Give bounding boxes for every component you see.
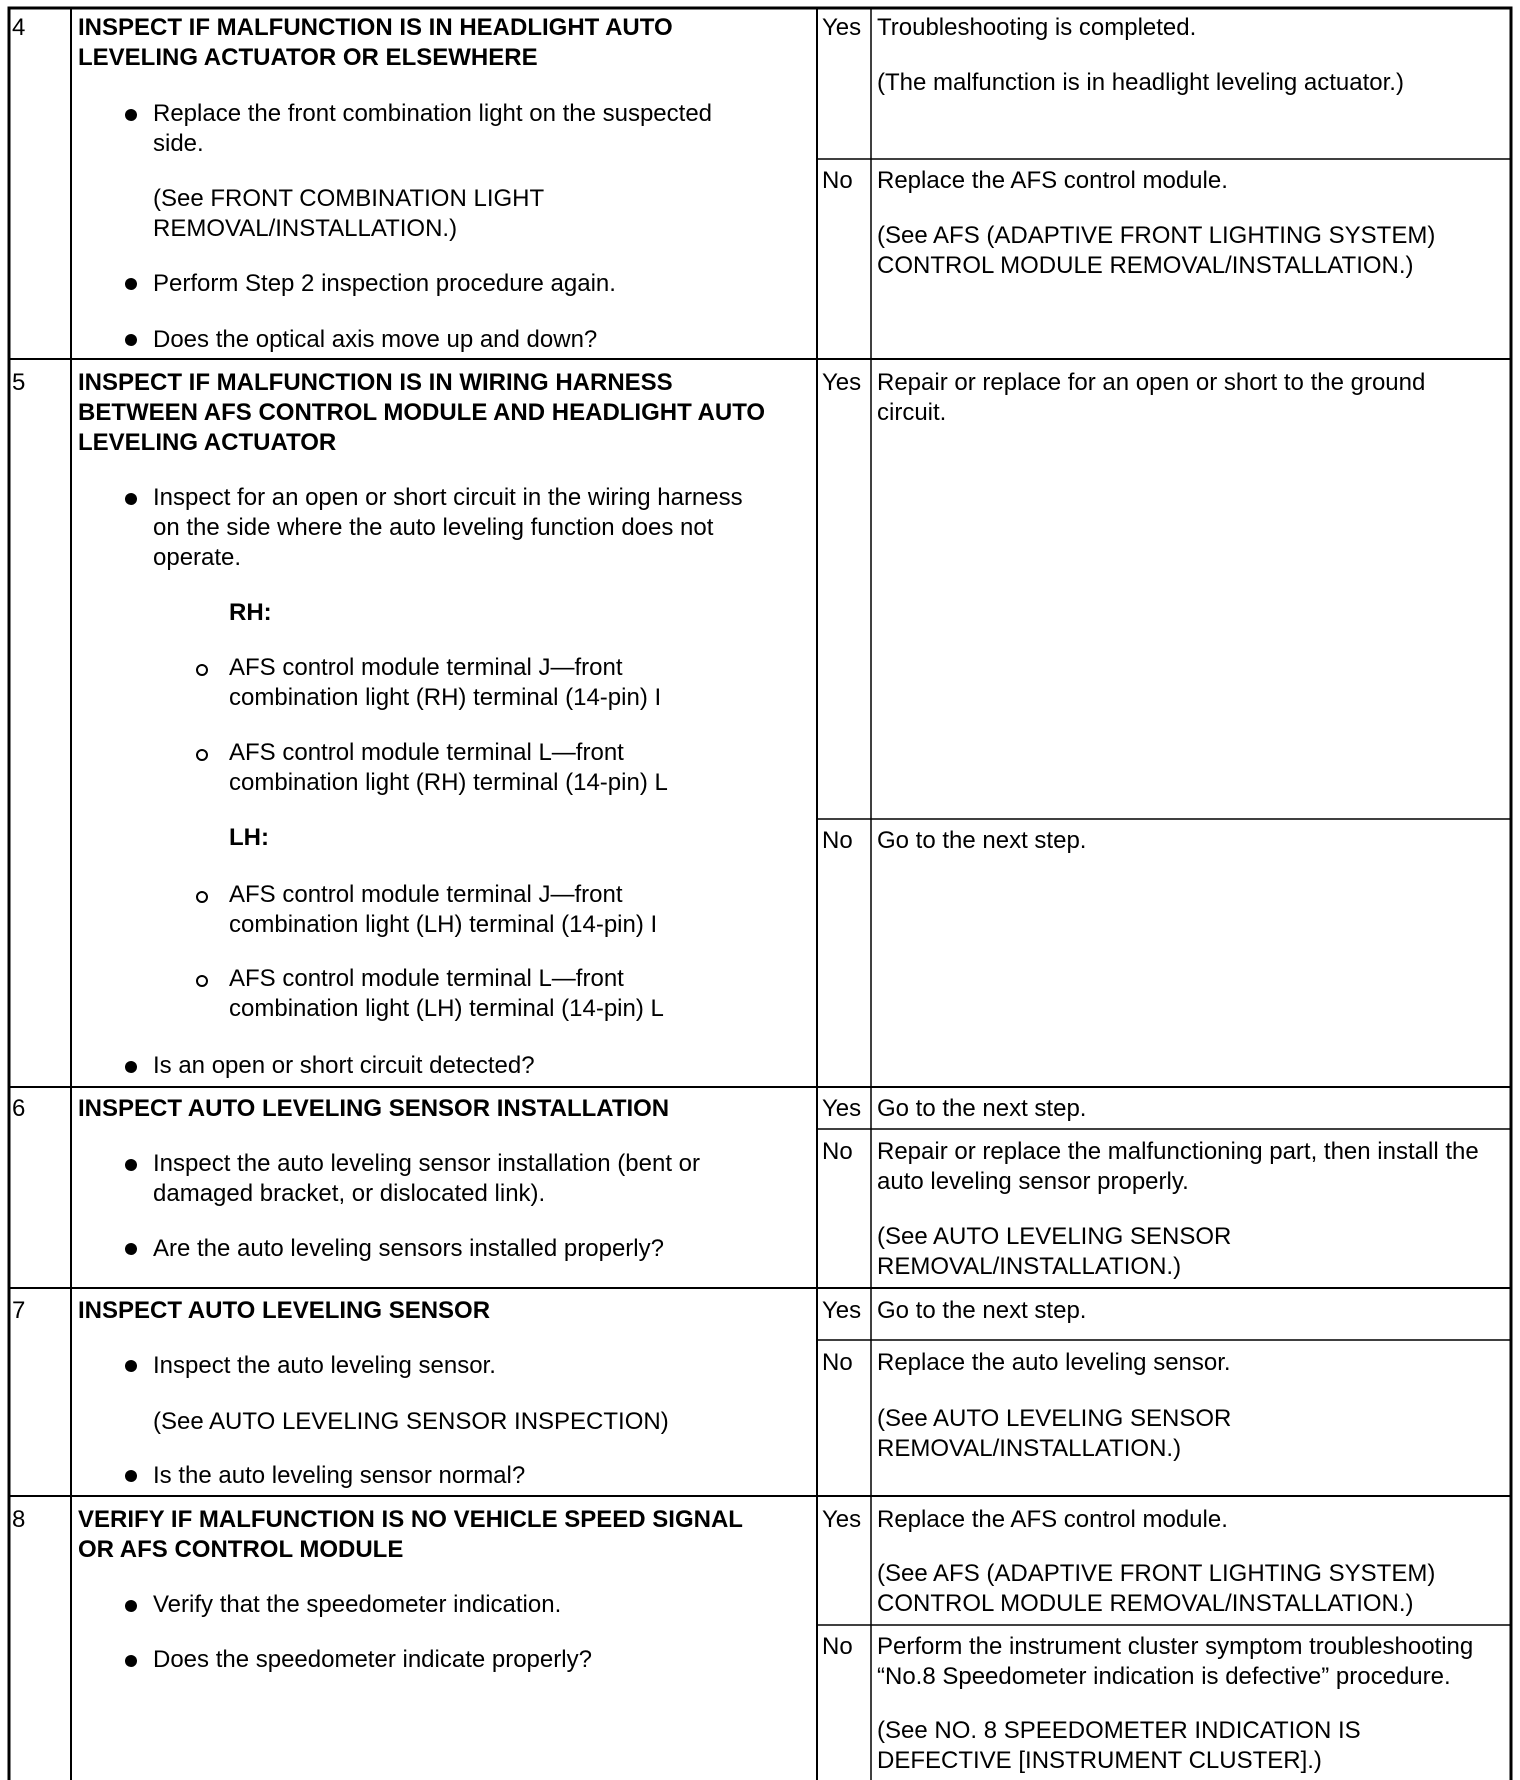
bullet-icon [125,334,137,346]
instruction-text: Inspect the auto leveling sensor installation (bent or damaged bracket, or dislocated link). [153,1150,700,1207]
terminal-item: AFS control module terminal J—front combination light (RH) terminal (14-pin) I [229,654,662,711]
step-title-line: INSPECT IF MALFUNCTION IS IN HEADLIGHT AUTO [78,14,673,41]
step-number: 7 [12,1297,26,1324]
yes-action: Go to the next step. [877,1095,1087,1122]
step-title: VERIFY IF MALFUNCTION IS NO VEHICLE SPEED SIGNAL OR AFS CONTROL MODULE [78,1506,743,1563]
bullet-icon [125,1470,137,1482]
bullet-icon [125,1243,137,1255]
no-label: No [822,1349,853,1376]
no-action: Replace the auto leveling sensor. [877,1349,1231,1376]
bullet-icon [125,1159,137,1171]
yes-action: Replace the AFS control module. [877,1506,1228,1533]
step-number: 6 [12,1095,26,1122]
step-title-line: LEVELING ACTUATOR OR ELSEWHERE [78,44,538,71]
no-label: No [822,1138,853,1165]
no-action: Perform the instrument cluster symptom troubleshooting “No.8 Speedometer indication is defective” procedure. [877,1633,1474,1690]
step-number: 4 [12,14,26,41]
step-title [78,13,673,73]
terminal-item: AFS control module terminal J—front combination light (LH) terminal (14-pin) I [229,881,658,938]
bullet-icon [125,109,137,121]
question-text: Does the speedometer indicate properly? [153,1646,592,1673]
no-note: (See AFS (ADAPTIVE FRONT LIGHTING SYSTEM) CONTROL MODULE REMOVAL/INSTALLATION.) [877,222,1436,279]
step-title: INSPECT AUTO LEVELING SENSOR [78,1297,491,1324]
yes-action: Repair or replace for an open or short to the ground circuit. [877,369,1426,426]
no-label: No [822,827,853,854]
yes-note: (The malfunction is in headlight leveling actuator.) [877,69,1404,96]
bullet-icon [125,1061,137,1073]
sub-bullet-icon [196,975,208,987]
bullet-icon [125,1360,137,1372]
no-note: (See AUTO LEVELING SENSOR REMOVAL/INSTALLATION.) [877,1405,1232,1462]
yes-note: (See AFS (ADAPTIVE FRONT LIGHTING SYSTEM) CONTROL MODULE REMOVAL/INSTALLATION.) [877,1560,1436,1617]
rh-label: RH: [229,599,272,626]
step-number: 5 [12,369,26,396]
yes-label: Yes [822,14,862,41]
instruction-text: Verify that the speedometer indication. [153,1591,562,1618]
yes-label: Yes [822,1506,862,1533]
step-number: 8 [12,1506,26,1533]
instruction-text: Replace the front combination light on the suspected side. [153,100,713,157]
step-title: INSPECT IF MALFUNCTION IS IN WIRING HARNESS BETWEEN AFS CONTROL MODULE AND HEADLIGHT AUTO LEVELING ACTUATOR [78,369,766,456]
reference-note: (See AUTO LEVELING SENSOR INSPECTION) [153,1408,669,1435]
reference-note: (See FRONT COMBINATION LIGHT REMOVAL/INSTALLATION.) [153,185,545,242]
no-note: (See AUTO LEVELING SENSOR REMOVAL/INSTALLATION.) [877,1223,1232,1280]
instruction-text: Inspect for an open or short circuit in the wiring harness on the side where the auto leveling function does not operate. [153,484,743,571]
question-text: Is the auto leveling sensor normal? [153,1462,526,1489]
terminal-item: AFS control module terminal L—front combination light (LH) terminal (14-pin) L [229,965,664,1022]
yes-label: Yes [822,369,862,396]
bullet-icon [125,1600,137,1612]
sub-bullet-icon [196,664,208,676]
yes-action: Troubleshooting is completed. [877,14,1197,41]
yes-label: Yes [822,1297,862,1324]
instruction-text: Inspect the auto leveling sensor. [153,1352,496,1379]
step-title: INSPECT AUTO LEVELING SENSOR INSTALLATION [78,1095,670,1122]
no-note: (See NO. 8 SPEEDOMETER INDICATION IS DEFECTIVE [INSTRUMENT CLUSTER].) [877,1717,1361,1774]
question-text: Does the optical axis move up and down? [153,326,598,353]
sub-bullet-icon [196,749,208,761]
question-text: Are the auto leveling sensors installed properly? [153,1235,664,1262]
instruction-text: Perform Step 2 inspection procedure again. [153,270,616,297]
no-action: Go to the next step. [877,827,1087,854]
yes-label: Yes [822,1095,862,1122]
question-text: Is an open or short circuit detected? [153,1052,535,1079]
no-label: No [822,167,853,194]
terminal-item: AFS control module terminal L—front combination light (RH) terminal (14-pin) L [229,739,668,796]
no-action: Repair or replace the malfunctioning part, then install the auto leveling sensor properly. [877,1138,1479,1195]
bullet-icon [125,278,137,290]
no-action: Replace the AFS control module. [877,167,1228,194]
bullet-icon [125,493,137,505]
no-label: No [822,1633,853,1660]
bullet-icon [125,1655,137,1667]
lh-label: LH: [229,824,269,851]
yes-action: Go to the next step. [877,1297,1087,1324]
sub-bullet-icon [196,891,208,903]
